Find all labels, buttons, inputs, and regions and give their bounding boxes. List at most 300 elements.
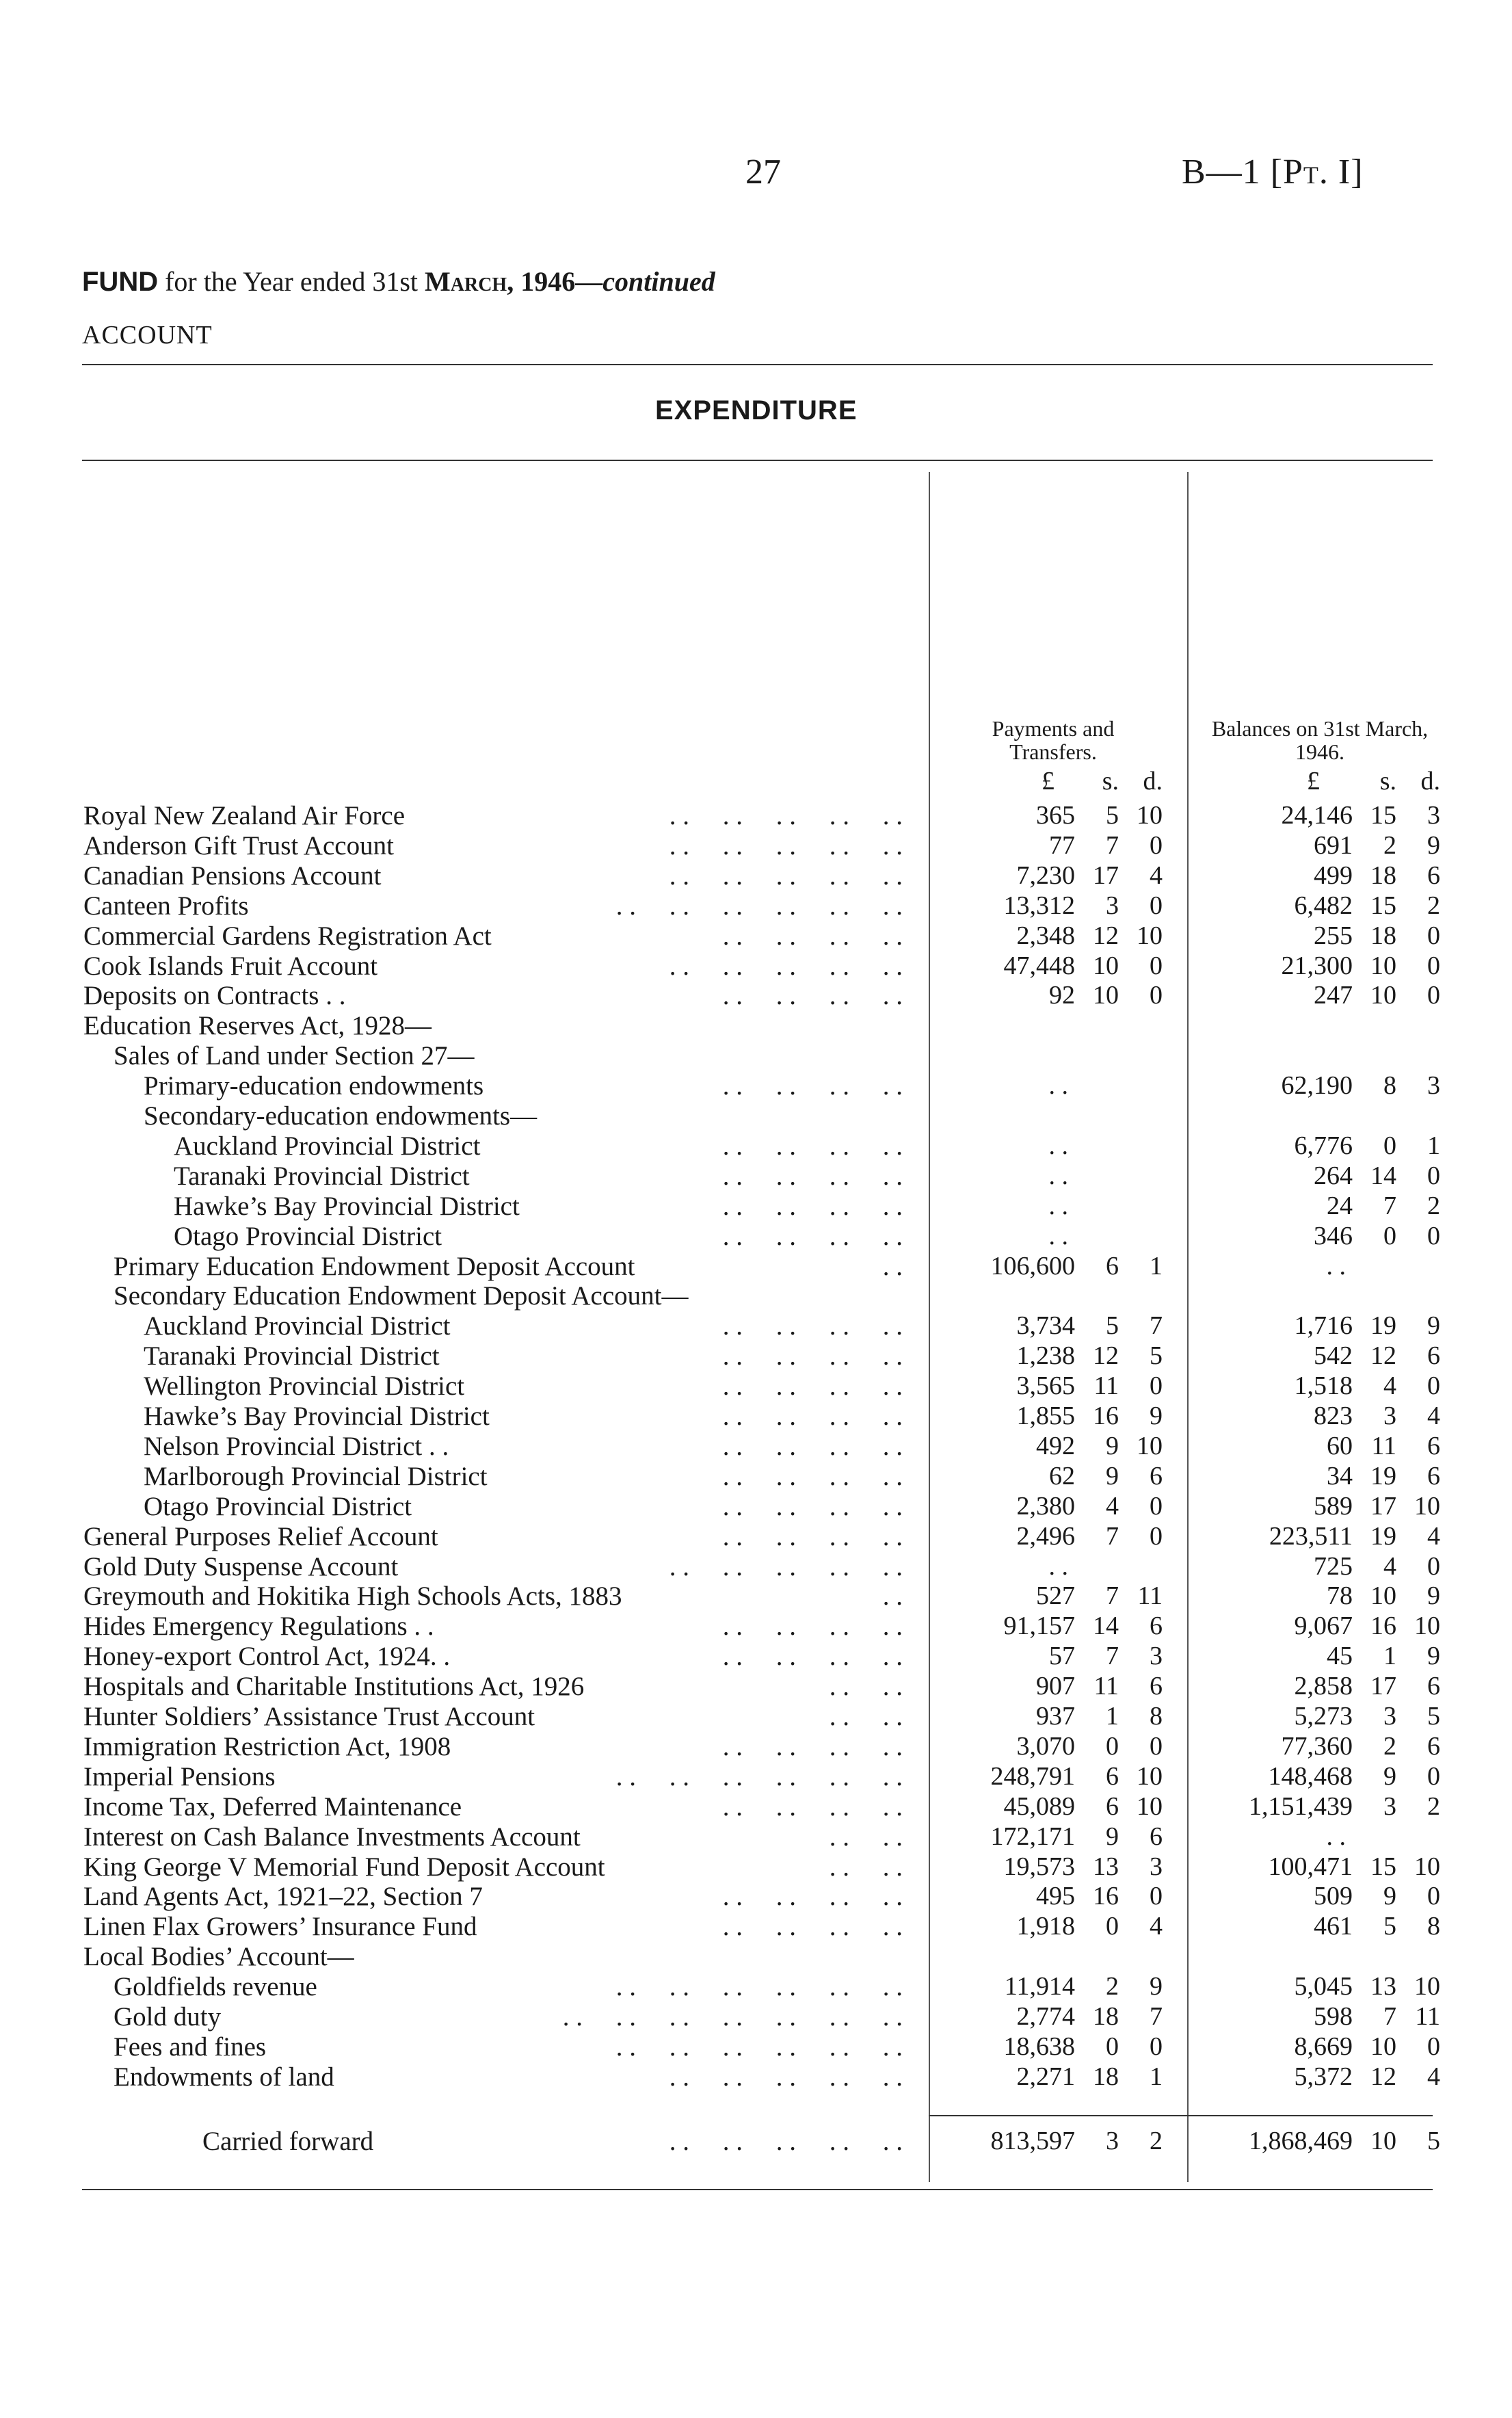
row-payment-pence: 0 [1150, 1882, 1163, 1910]
total-balance-pence: 5 [1427, 2127, 1440, 2155]
row-balance-shillings: 4 [1383, 1371, 1396, 1400]
row-payment-pounds: 18,638 [1003, 2032, 1075, 2061]
row-balance-shillings: 7 [1383, 2002, 1396, 2031]
row-payment-shillings: 5 [1106, 801, 1119, 830]
dot-leaders: . . . . . . . . [722, 1071, 903, 1101]
row-balance-pence: 0 [1427, 1762, 1440, 1791]
heading-fund: FUND [82, 267, 159, 297]
row-payment-shillings: 11 [1093, 1371, 1119, 1400]
fund-heading [82, 265, 715, 298]
dot-leaders: . . . . . . . . [722, 1642, 903, 1671]
dot-leaders: . . . . . . . . [722, 1792, 903, 1822]
row-payment-pounds: 19,573 [1003, 1852, 1075, 1881]
row-payment-pence: 1 [1150, 1252, 1163, 1280]
row-balance-pounds: 255 [1314, 921, 1353, 950]
row-payment-pence: 9 [1150, 1402, 1163, 1430]
payments-unit-pounds: £ [1042, 767, 1055, 796]
table-row [0, 830, 1512, 860]
dot-leaders: . . . . [829, 1852, 903, 1882]
row-label: Auckland Provincial District [144, 1311, 451, 1341]
row-payment-pounds: 172,171 [990, 1822, 1075, 1851]
row-label: Auckland Provincial District [174, 1131, 481, 1161]
top-rule [82, 364, 1433, 365]
row-label: Hawke’s Bay Provincial District [174, 1192, 520, 1221]
table-row [0, 1101, 1512, 1131]
table-row [0, 951, 1512, 981]
dot-leaders: . . . . . . . . [722, 1402, 903, 1431]
row-balance-shillings: 15 [1370, 801, 1396, 830]
row-balance-shillings: 2 [1383, 831, 1396, 860]
row-payment-nil: . . [1048, 1071, 1068, 1100]
row-balance-pence: 2 [1427, 891, 1440, 920]
row-payment-pence: 0 [1150, 981, 1163, 1010]
dot-leaders: . . . . . . . . . . . . . . [562, 2002, 903, 2032]
dot-leaders: . . . . . . . . [722, 1882, 903, 1911]
table-row [0, 1551, 1512, 1581]
table-row [0, 1251, 1512, 1281]
row-payment-pounds: 91,157 [1003, 1612, 1075, 1640]
row-balance-pence: 1 [1427, 1131, 1440, 1160]
row-payment-shillings: 7 [1106, 831, 1119, 860]
row-balance-pence: 4 [1427, 1522, 1440, 1551]
row-payment-pence: 11 [1137, 1581, 1163, 1610]
dot-leaders: . . . . . . . . [722, 1462, 903, 1491]
row-payment-pence: 4 [1150, 1912, 1163, 1941]
row-balance-shillings: 18 [1370, 921, 1396, 950]
row-payment-shillings: 0 [1106, 1912, 1119, 1941]
row-payment-pounds: 77 [1049, 831, 1075, 860]
table-row [0, 1971, 1512, 2001]
row-balance-shillings: 18 [1370, 861, 1396, 890]
row-label: Otago Provincial District [144, 1492, 412, 1521]
row-balance-pounds: 9,067 [1294, 1612, 1353, 1640]
row-balance-pounds: 346 [1314, 1222, 1353, 1250]
row-payment-pence: 1 [1150, 2062, 1163, 2091]
row-balance-pounds: 60 [1327, 1432, 1353, 1460]
row-payment-shillings: 16 [1093, 1402, 1119, 1430]
row-balance-pounds: 589 [1314, 1492, 1353, 1521]
row-balance-pence: 0 [1427, 1222, 1440, 1250]
table-row [0, 1341, 1512, 1371]
row-label: Endowments of land [114, 2062, 334, 2092]
row-label: Deposits on Contracts . . [83, 981, 346, 1010]
row-balance-pounds: 725 [1314, 1552, 1353, 1581]
total-payment-shillings: 3 [1106, 2127, 1119, 2155]
row-payment-nil: . . [1048, 1192, 1068, 1220]
row-payment-pounds: 3,565 [1016, 1371, 1075, 1400]
row-payment-shillings: 9 [1106, 1822, 1119, 1851]
row-label: Gold Duty Suspense Account [83, 1552, 399, 1581]
row-label: Sales of Land under Section 27— [114, 1041, 475, 1070]
row-payment-pence: 0 [1150, 831, 1163, 860]
row-balance-pence: 6 [1427, 1341, 1440, 1370]
row-label: Secondary-education endowments— [144, 1101, 538, 1131]
balances-column-header: Balances on 31st March, 1946. [1211, 716, 1429, 764]
row-payment-pence: 8 [1150, 1702, 1163, 1731]
row-label: Commercial Gardens Registration Act [83, 921, 492, 951]
table-row [0, 1641, 1512, 1671]
row-payment-pounds: 13,312 [1003, 891, 1075, 920]
row-payment-pence: 6 [1150, 1462, 1163, 1490]
row-payment-pounds: 1,238 [1016, 1341, 1075, 1370]
row-payment-shillings: 6 [1106, 1252, 1119, 1280]
row-balance-shillings: 1 [1383, 1642, 1396, 1670]
row-balance-pounds: 823 [1314, 1402, 1353, 1430]
total-balance-shillings: 10 [1370, 2127, 1396, 2155]
row-payment-shillings: 2 [1106, 1972, 1119, 2001]
row-payment-pounds: 7,230 [1016, 861, 1075, 890]
row-payment-shillings: 10 [1093, 951, 1119, 980]
row-balance-pounds: 5,372 [1294, 2062, 1353, 2091]
row-label: Fees and fines [114, 2032, 267, 2062]
table-row [0, 1371, 1512, 1401]
row-balance-pence: 0 [1427, 1552, 1440, 1581]
row-payment-shillings: 3 [1106, 891, 1119, 920]
row-balance-pence: 0 [1427, 2032, 1440, 2061]
row-payment-shillings: 7 [1106, 1642, 1119, 1670]
dot-leaders: . . . . [829, 1822, 903, 1852]
row-balance-shillings: 15 [1370, 891, 1396, 920]
table-row [0, 2032, 1512, 2062]
row-balance-shillings: 16 [1370, 1612, 1396, 1640]
total-label: Carried forward [202, 2127, 374, 2156]
row-label: Marlborough Provincial District [144, 1462, 488, 1491]
row-label: Primary Education Endowment Deposit Account [114, 1252, 635, 1281]
row-balance-pounds: 5,045 [1294, 1972, 1353, 2001]
row-balance-pence: 11 [1415, 2002, 1440, 2031]
table-row [0, 891, 1512, 921]
row-balance-pounds: 461 [1314, 1912, 1353, 1941]
table-row [0, 860, 1512, 891]
row-label: Canteen Profits [83, 891, 249, 921]
row-payment-pounds: 492 [1036, 1432, 1075, 1460]
row-balance-shillings: 8 [1383, 1071, 1396, 1100]
row-balance-pence: 2 [1427, 1792, 1440, 1821]
row-balance-pounds: 223,511 [1269, 1522, 1353, 1551]
row-balance-pence: 3 [1427, 801, 1440, 830]
row-balance-pounds: 6,482 [1294, 891, 1353, 920]
row-payment-pounds: 47,448 [1003, 951, 1075, 980]
row-balance-pence: 9 [1427, 831, 1440, 860]
dot-leaders: . . . . [829, 1672, 903, 1701]
row-balance-shillings: 0 [1383, 1222, 1396, 1250]
row-payment-nil: . . [1048, 1131, 1068, 1160]
dot-leaders: . . . . . . . . [722, 1222, 903, 1251]
row-payment-pounds: 937 [1036, 1702, 1075, 1731]
heading-continued: continued [602, 266, 715, 297]
row-payment-pounds: 2,774 [1016, 2002, 1075, 2031]
row-label: Hospitals and Charitable Institutions Act, 1926 [83, 1672, 585, 1701]
report-reference [1182, 152, 1364, 192]
row-payment-pence: 0 [1150, 951, 1163, 980]
row-payment-pence: 0 [1150, 2032, 1163, 2061]
section-title: EXPENDITURE [655, 395, 858, 425]
table-row [0, 1221, 1512, 1251]
table-row [0, 1491, 1512, 1521]
row-label: Nelson Provincial District . . [144, 1432, 449, 1461]
row-payment-pounds: 11,914 [1004, 1972, 1075, 2001]
row-payment-pounds: 365 [1036, 801, 1075, 830]
row-balance-pounds: 100,471 [1268, 1852, 1353, 1881]
row-label: Taranaki Provincial District [144, 1341, 440, 1371]
row-balance-pence: 9 [1427, 1581, 1440, 1610]
total-payment-pounds: 813,597 [990, 2127, 1075, 2155]
table-row [0, 1521, 1512, 1551]
row-payment-pence: 10 [1137, 1432, 1163, 1460]
row-balance-pounds: 598 [1314, 2002, 1353, 2031]
row-label: Gold duty [114, 2002, 222, 2032]
table-row [0, 1581, 1512, 1611]
row-balance-shillings: 12 [1370, 2062, 1396, 2091]
row-payment-shillings: 4 [1106, 1492, 1119, 1521]
row-balance-pounds: 62,190 [1281, 1071, 1353, 1100]
row-balance-shillings: 12 [1370, 1341, 1396, 1370]
row-balance-shillings: 14 [1370, 1161, 1396, 1190]
dot-leaders: . . . . . . . . [722, 1492, 903, 1521]
row-payment-pounds: 2,380 [1016, 1492, 1075, 1521]
row-payment-pence: 9 [1150, 1972, 1163, 2001]
row-label: King George V Memorial Fund Deposit Account [83, 1852, 605, 1882]
row-payment-pence: 10 [1137, 1792, 1163, 1821]
row-payment-pence: 0 [1150, 891, 1163, 920]
row-balance-shillings: 10 [1370, 951, 1396, 980]
row-label: Taranaki Provincial District [174, 1161, 470, 1191]
row-payment-shillings: 9 [1106, 1432, 1119, 1460]
row-balance-pounds: 45 [1327, 1642, 1353, 1670]
row-balance-pence: 4 [1427, 2062, 1440, 2091]
row-balance-pounds: 542 [1314, 1341, 1353, 1370]
row-label: Land Agents Act, 1921–22, Section 7 [83, 1882, 483, 1911]
row-balance-pounds: 34 [1327, 1462, 1353, 1490]
row-label: Honey-export Control Act, 1924. . [83, 1642, 451, 1671]
row-payment-pounds: 1,855 [1016, 1402, 1075, 1430]
row-balance-pounds: 691 [1314, 831, 1353, 860]
row-payment-shillings: 7 [1106, 1581, 1119, 1610]
table-row [0, 1701, 1512, 1731]
table-row [0, 1761, 1512, 1791]
row-balance-pence: 6 [1427, 1462, 1440, 1490]
total-payment-pence: 2 [1150, 2127, 1163, 2155]
row-payment-pounds: 3,734 [1016, 1311, 1075, 1340]
row-payment-pence: 0 [1150, 1522, 1163, 1551]
payments-unit-pence: d. [1143, 767, 1163, 796]
table-row [0, 2001, 1512, 2032]
row-balance-pounds: 24,146 [1281, 801, 1353, 830]
row-balance-pence: 0 [1427, 1882, 1440, 1910]
row-balance-shillings: 10 [1370, 981, 1396, 1010]
row-payment-shillings: 7 [1106, 1522, 1119, 1551]
dot-leaders: . . . . . . . . [722, 1341, 903, 1371]
row-balance-shillings: 19 [1370, 1462, 1396, 1490]
page-number: 27 [745, 153, 781, 192]
row-balance-shillings: 11 [1371, 1432, 1396, 1460]
row-label: Cook Islands Fruit Account [83, 951, 378, 981]
row-balance-shillings: 9 [1383, 1762, 1396, 1791]
row-balance-pounds: 264 [1314, 1161, 1353, 1190]
dot-leaders: . . [882, 1252, 903, 1281]
row-payment-pence: 3 [1150, 1642, 1163, 1670]
dot-leaders: . . . . . . . . . . [669, 861, 903, 891]
row-payment-nil: . . [1048, 1161, 1068, 1190]
row-label: Goldfields revenue [114, 1972, 317, 2001]
table-row [0, 1070, 1512, 1101]
row-balance-pounds: 1,716 [1294, 1311, 1353, 1340]
heading-month: March [425, 266, 507, 297]
row-payment-shillings: 0 [1106, 1732, 1119, 1761]
row-payment-pounds: 57 [1049, 1642, 1075, 1670]
row-balance-pounds: 78 [1327, 1581, 1353, 1610]
row-payment-pence: 4 [1150, 861, 1163, 890]
table-row [0, 1611, 1512, 1641]
row-balance-pounds: 509 [1314, 1882, 1353, 1910]
row-payment-shillings: 12 [1093, 921, 1119, 950]
row-label: Hides Emergency Regulations . . [83, 1612, 434, 1641]
row-payment-pounds: 2,271 [1016, 2062, 1075, 2091]
row-label: Canadian Pensions Account [83, 861, 382, 891]
row-balance-pence: 10 [1414, 1492, 1440, 1521]
row-payment-nil: . . [1048, 1222, 1068, 1250]
dot-leaders: . . . . . . . . [722, 921, 903, 951]
payments-unit-shillings: s. [1102, 767, 1119, 796]
row-balance-pence: 9 [1427, 1642, 1440, 1670]
row-payment-pounds: 1,918 [1016, 1912, 1075, 1941]
row-balance-pence: 6 [1427, 1432, 1440, 1460]
row-label: Immigration Restriction Act, 1908 [83, 1732, 451, 1761]
account-heading: ACCOUNT [82, 321, 213, 350]
table-row [0, 1461, 1512, 1491]
dot-leaders: . . [882, 1581, 903, 1611]
table-row [0, 1431, 1512, 1461]
row-payment-pounds: 2,348 [1016, 921, 1075, 950]
row-payment-pounds: 45,089 [1003, 1792, 1075, 1821]
row-payment-pounds: 3,070 [1016, 1732, 1075, 1761]
row-balance-pounds: 148,468 [1268, 1762, 1353, 1791]
dot-leaders: . . . . . . . . [722, 1371, 903, 1401]
row-balance-pounds: 5,273 [1294, 1702, 1353, 1731]
table-row [0, 1731, 1512, 1761]
row-balance-shillings: 17 [1370, 1492, 1396, 1521]
row-balance-pence: 0 [1427, 921, 1440, 950]
row-payment-pence: 5 [1150, 1341, 1163, 1370]
row-balance-shillings: 13 [1370, 1972, 1396, 2001]
row-label: Hunter Soldiers’ Assistance Trust Account [83, 1702, 535, 1731]
table-row [0, 1941, 1512, 1971]
dot-leaders: . . . . . . . . [722, 1161, 903, 1191]
row-balance-pounds: 1,151,439 [1249, 1792, 1353, 1821]
row-balance-pence: 6 [1427, 1672, 1440, 1700]
dot-leaders: . . . . . . . . . . . . [615, 1972, 903, 2001]
row-payment-shillings: 18 [1093, 2062, 1119, 2091]
heading-year: , [507, 266, 521, 297]
row-label: Secondary Education Endowment Deposit Account— [114, 1281, 689, 1311]
row-balance-pence: 0 [1427, 951, 1440, 980]
dot-leaders: . . . . . . . . . . [669, 831, 903, 860]
table-row [0, 1040, 1512, 1070]
row-balance-shillings: 2 [1383, 1732, 1396, 1761]
heading-year-value: 1946— [520, 266, 603, 297]
dot-leaders: . . . . . . . . . . [669, 2127, 903, 2156]
row-payment-shillings: 5 [1106, 1311, 1119, 1340]
row-balance-pounds: 247 [1314, 981, 1353, 1010]
table-row [0, 1191, 1512, 1221]
table-row [0, 921, 1512, 951]
row-payment-pence: 3 [1150, 1852, 1163, 1881]
row-balance-nil: . . [1326, 1822, 1346, 1851]
bottom-rule [82, 2189, 1433, 2190]
row-balance-pence: 5 [1427, 1702, 1440, 1731]
dot-leaders: . . . . . . . . [722, 1131, 903, 1161]
row-balance-pence: 10 [1414, 1852, 1440, 1881]
dot-leaders: . . . . . . . . . . [669, 951, 903, 981]
row-label: Hawke’s Bay Provincial District [144, 1402, 490, 1431]
table-row [0, 980, 1512, 1010]
balances-unit-pounds: £ [1307, 767, 1320, 796]
row-payment-pounds: 92 [1049, 981, 1075, 1010]
row-label: Royal New Zealand Air Force [83, 801, 406, 830]
table-row [0, 1311, 1512, 1341]
dot-leaders: . . . . . . . . [722, 1432, 903, 1461]
total-rule [929, 2115, 1433, 2116]
row-label: Education Reserves Act, 1928— [83, 1011, 432, 1040]
row-payment-pence: 10 [1137, 1762, 1163, 1791]
row-payment-pounds: 2,496 [1016, 1522, 1075, 1551]
row-balance-pounds: 6,776 [1294, 1131, 1353, 1160]
row-balance-pence: 10 [1414, 1972, 1440, 2001]
row-balance-pence: 6 [1427, 861, 1440, 890]
table-row [0, 1822, 1512, 1852]
dot-leaders: . . . . . . . . . . [669, 801, 903, 830]
row-payment-nil: . . [1048, 1552, 1068, 1581]
table-row [0, 1671, 1512, 1701]
row-label: General Purposes Relief Account [83, 1522, 438, 1551]
row-payment-shillings: 16 [1093, 1882, 1119, 1910]
row-payment-pounds: 62 [1049, 1462, 1075, 1490]
row-balance-pounds: 499 [1314, 861, 1353, 890]
row-balance-shillings: 7 [1383, 1192, 1396, 1220]
table-row [0, 1131, 1512, 1161]
table-row [0, 1881, 1512, 1911]
row-payment-pence: 0 [1150, 1371, 1163, 1400]
row-balance-shillings: 17 [1370, 1672, 1396, 1700]
row-payment-shillings: 6 [1106, 1792, 1119, 1821]
row-label: Otago Provincial District [174, 1222, 442, 1251]
row-balance-pounds: 1,518 [1294, 1371, 1353, 1400]
row-payment-shillings: 13 [1093, 1852, 1119, 1881]
row-label: Linen Flax Growers’ Insurance Fund [83, 1912, 477, 1941]
row-payment-pounds: 248,791 [990, 1762, 1075, 1791]
row-payment-shillings: 12 [1093, 1341, 1119, 1370]
balances-unit-pence: d. [1420, 767, 1440, 796]
row-balance-shillings: 3 [1383, 1792, 1396, 1821]
row-payment-shillings: 0 [1106, 2032, 1119, 2061]
heading-text: for the Year ended 31st [165, 266, 419, 297]
row-balance-pence: 4 [1427, 1402, 1440, 1430]
row-payment-pence: 6 [1150, 1822, 1163, 1851]
row-balance-shillings: 9 [1383, 1882, 1396, 1910]
row-payment-pence: 7 [1150, 2002, 1163, 2031]
dot-leaders: . . . . . . . . . . [669, 2062, 903, 2092]
row-balance-pence: 0 [1427, 1371, 1440, 1400]
row-balance-pence: 3 [1427, 1071, 1440, 1100]
row-balance-pounds: 2,858 [1294, 1672, 1353, 1700]
row-balance-shillings: 5 [1383, 1912, 1396, 1941]
row-balance-shillings: 4 [1383, 1552, 1396, 1581]
row-balance-shillings: 10 [1370, 1581, 1396, 1610]
row-balance-pence: 2 [1427, 1192, 1440, 1220]
table-row [0, 1161, 1512, 1191]
row-payment-pence: 10 [1137, 921, 1163, 950]
row-balance-shillings: 19 [1370, 1311, 1396, 1340]
